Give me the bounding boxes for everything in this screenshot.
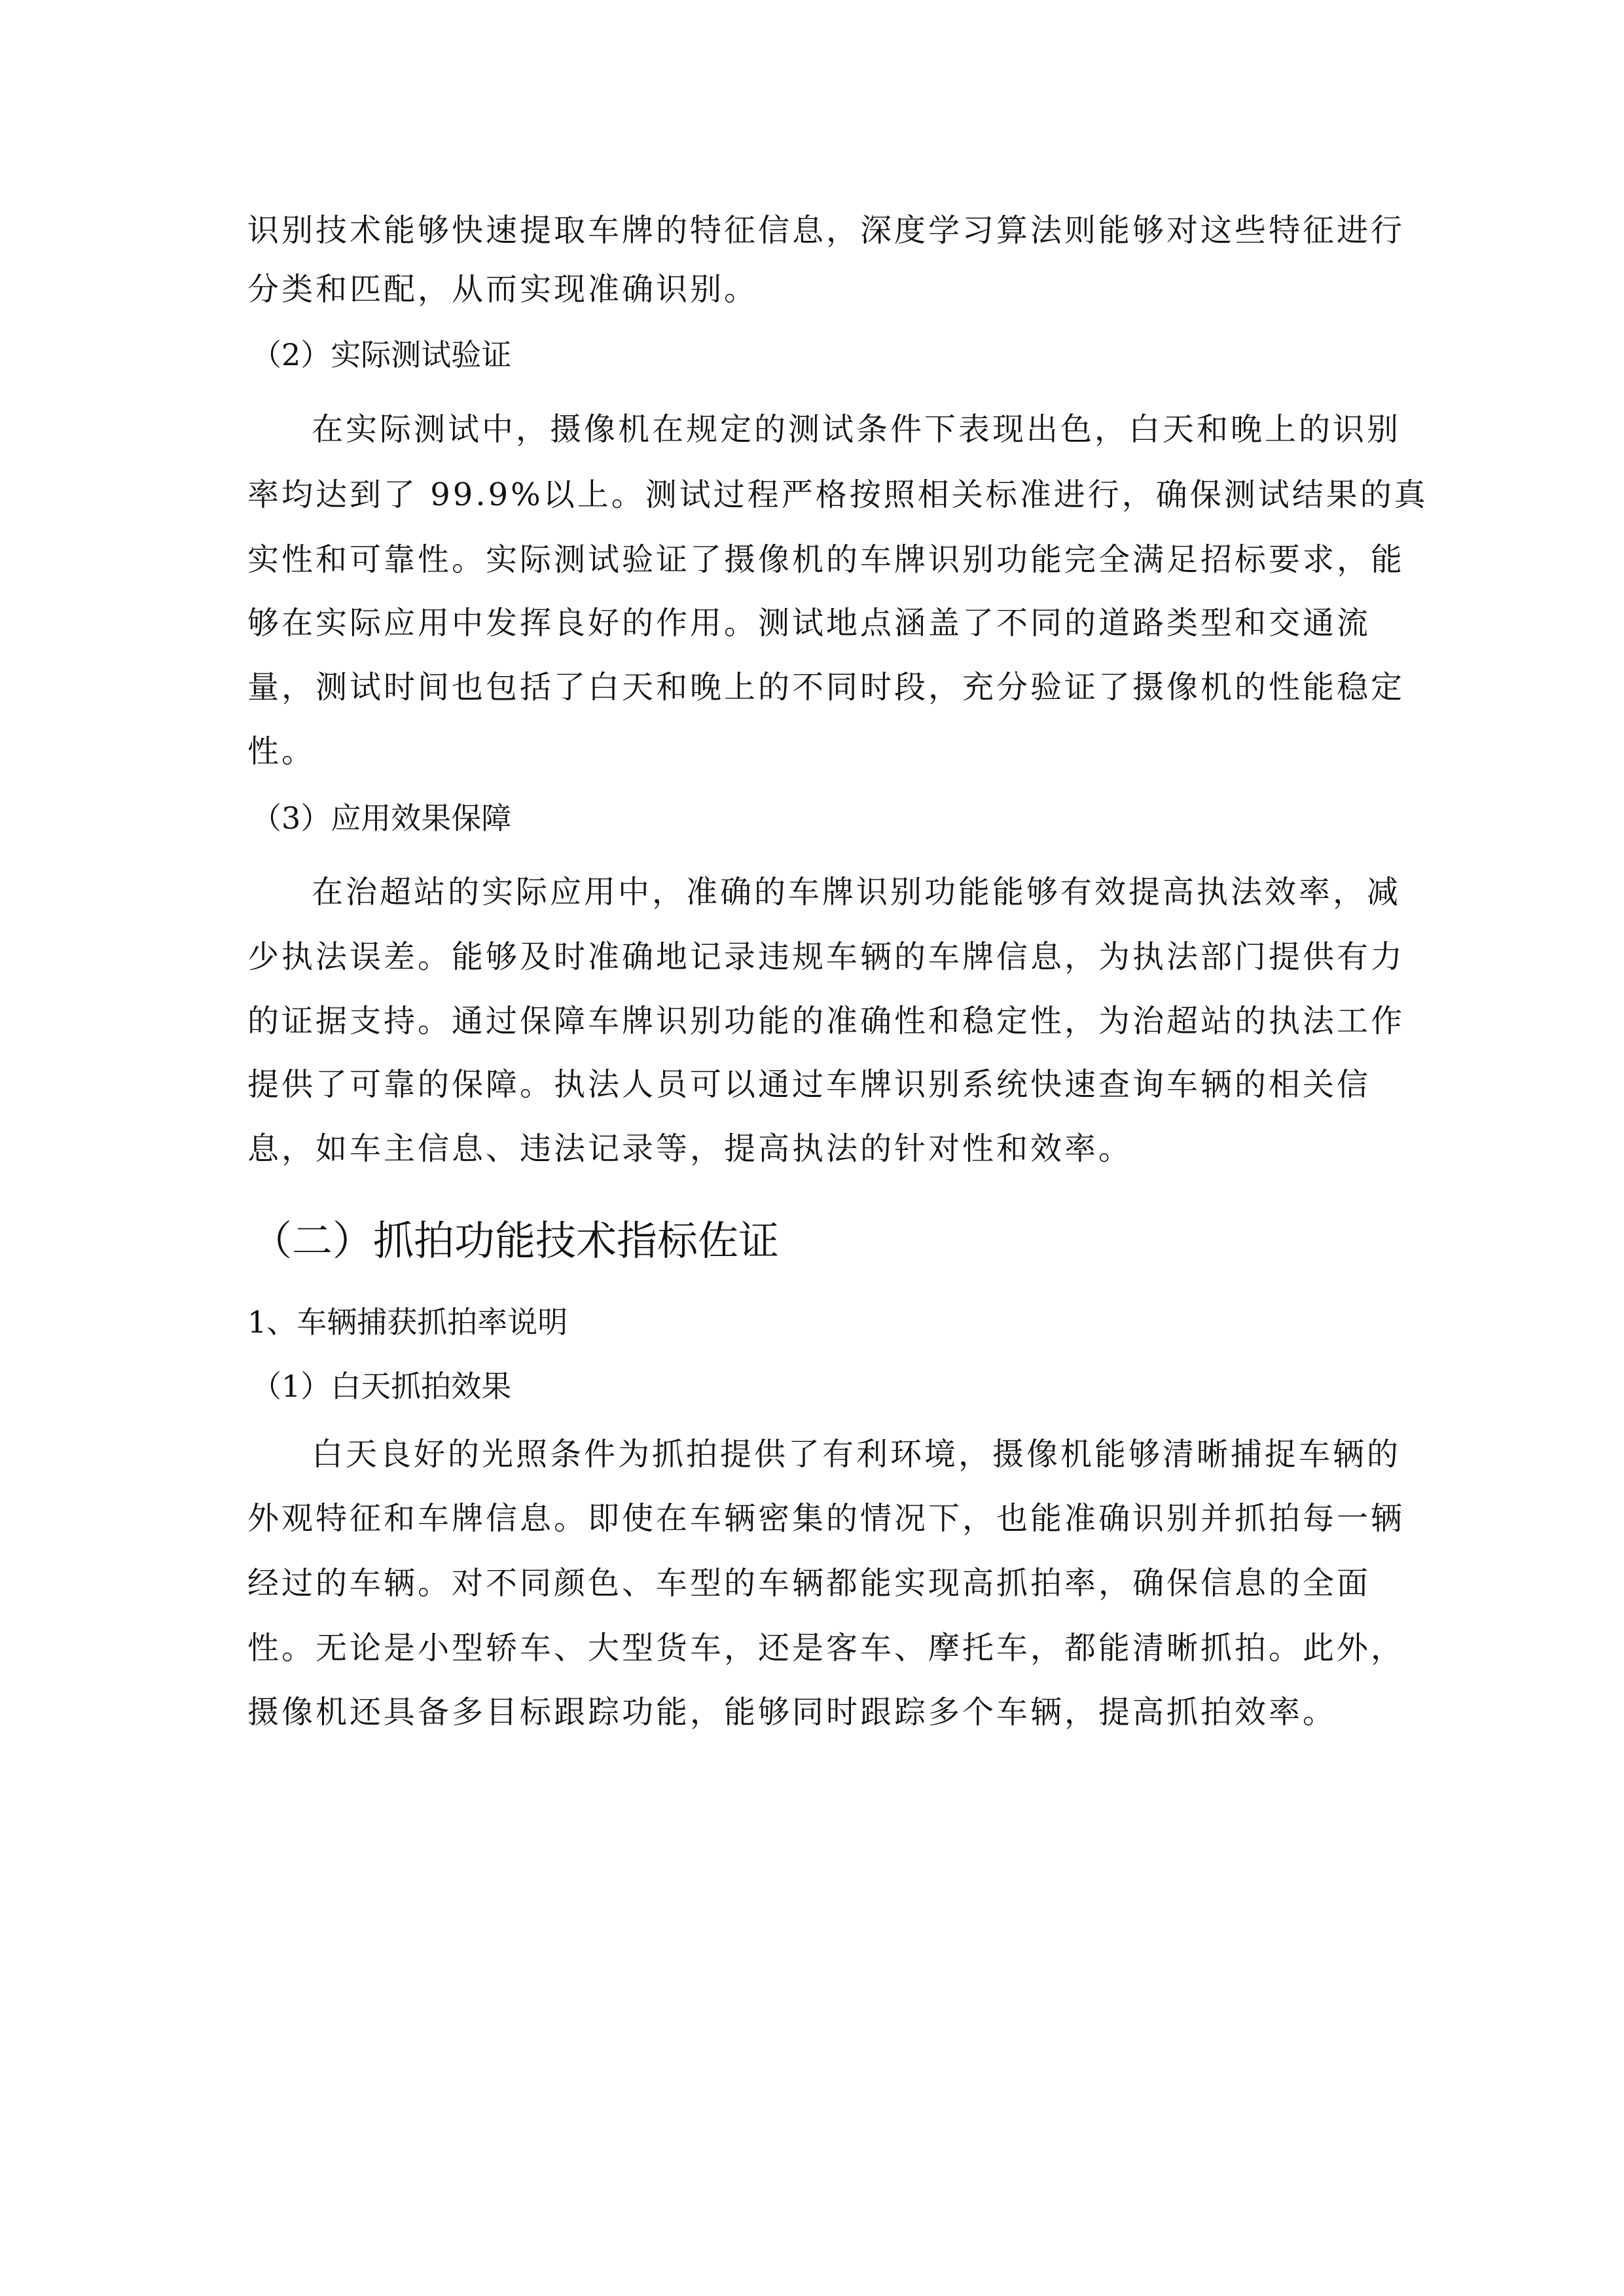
item-heading: 1、车辆捕获抓拍率说明: [247, 1304, 568, 1340]
paragraph-line: 提供了可靠的保障。执法人员可以通过车牌识别系统快速查询车辆的相关信: [247, 1066, 1371, 1103]
paragraph-line: 率均达到了 99.9%以上。测试过程严格按照相关标准进行，确保测试结果的真: [247, 476, 1428, 513]
paragraph-line: 性。无论是小型轿车、大型货车，还是客车、摩托车，都能清晰抓拍。此外，: [247, 1630, 1405, 1666]
paragraph-line: 实性和可靠性。实际测试验证了摄像机的车牌识别功能完全满足招标要求，能: [247, 541, 1405, 578]
paragraph-line: 在治超站的实际应用中，准确的车牌识别功能能够有效提高执法效率，减: [312, 874, 1401, 910]
paragraph-line: 的证据支持。通过保障车牌识别功能的准确性和稳定性，为治超站的执法工作: [247, 1003, 1405, 1039]
paragraph-line: 够在实际应用中发挥良好的作用。测试地点涵盖了不同的道路类型和交通流: [247, 605, 1371, 641]
paragraph-line: 量，测试时间也包括了白天和晚上的不同时段，充分验证了摄像机的性能稳定: [247, 669, 1405, 706]
subsection-heading: （2）实际测试验证: [251, 337, 512, 372]
paragraph-line: 在实际测试中，摄像机在规定的测试条件下表现出色，白天和晚上的识别: [312, 411, 1401, 448]
paragraph-line: 外观特征和车牌信息。即使在车辆密集的情况下，也能准确识别并抓拍每一辆: [247, 1500, 1405, 1537]
paragraph-line: 少执法误差。能够及时准确地记录违规车辆的车牌信息，为执法部门提供有力: [247, 939, 1405, 975]
paragraph-line: 息，如车主信息、违法记录等，提高执法的针对性和效率。: [247, 1130, 1133, 1167]
subsection-heading: （3）应用效果保障: [251, 800, 512, 836]
subsection-heading: （1）白天抓拍效果: [251, 1369, 512, 1404]
section-heading: （二）抓拍功能技术指标佐证: [251, 1217, 780, 1265]
paragraph-line: 摄像机还具备多目标跟踪功能，能够同时跟踪多个车辆，提高抓拍效率。: [247, 1694, 1337, 1731]
paragraph-line: 经过的车辆。对不同颜色、车型的车辆都能实现高抓拍率，确保信息的全面: [247, 1565, 1371, 1602]
paragraph-line: 分类和匹配，从而实现准确识别。: [247, 271, 759, 308]
paragraph-line: 白天良好的光照条件为抓拍提供了有利环境，摄像机能够清晰捕捉车辆的: [312, 1436, 1401, 1473]
paragraph-line: 性。: [247, 733, 316, 770]
paragraph-line: 识别技术能够快速提取车牌的特征信息，深度学习算法则能够对这些特征进行: [247, 212, 1405, 249]
